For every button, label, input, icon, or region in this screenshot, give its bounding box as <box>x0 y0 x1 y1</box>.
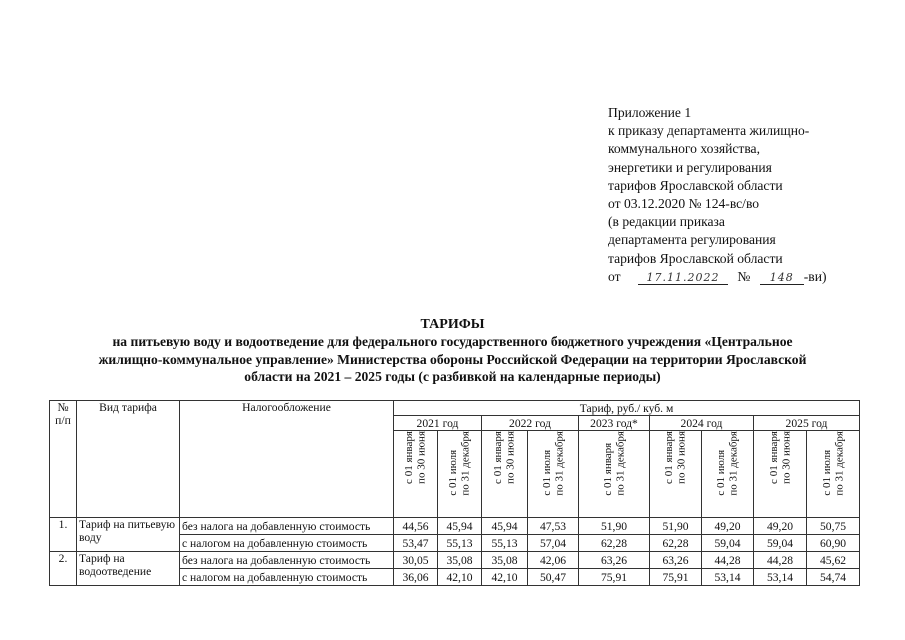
header-period: с 01 января по 30 июня <box>394 431 438 518</box>
tariff-value: 75,91 <box>579 569 650 586</box>
tariff-value: 63,26 <box>650 552 702 569</box>
tariff-value: 30,05 <box>394 552 438 569</box>
header-year: 2024 год <box>650 416 754 431</box>
title-main: ТАРИФЫ <box>420 317 485 332</box>
appendix-line: от 03.12.2020 № 124-вс/во <box>608 196 760 212</box>
table-row <box>50 518 860 535</box>
header-year: 2021 год <box>394 416 482 431</box>
handwritten-date: 17.11.2022 <box>638 271 728 285</box>
appendix-line: Приложение 1 <box>608 105 692 120</box>
header-tariff-type: Вид тарифа <box>77 401 180 518</box>
tariff-value: 50,47 <box>528 569 579 586</box>
handwritten-number: 148 <box>760 271 804 285</box>
tariff-type: Тариф на питьевую воду <box>77 518 180 552</box>
header-tariff-unit: Тариф, руб./ куб. м <box>394 401 860 416</box>
row-number: 1. <box>50 518 77 552</box>
appendix-line: тарифов Ярославской области <box>608 177 783 193</box>
tariff-value: 53,47 <box>394 535 438 552</box>
tariff-value: 42,10 <box>482 569 528 586</box>
appendix-line: тарифов Ярославской области <box>608 250 783 266</box>
table-row <box>50 552 860 569</box>
title-line: на питьевую воду и водоотведение для федерального государственного бюджетного учреждения «Центральное <box>112 334 793 350</box>
appendix-line: энергетики и регулирования <box>608 159 772 175</box>
tariff-value: 51,90 <box>579 518 650 535</box>
tariff-value: 44,28 <box>754 552 807 569</box>
tariff-value: 44,28 <box>702 552 754 569</box>
header-period: с 01 января по 30 июня <box>650 431 702 518</box>
header-period: с 01 июля по 31 декабря <box>807 431 860 518</box>
row-number: 2. <box>50 552 77 586</box>
tariff-value: 49,20 <box>702 518 754 535</box>
tariff-value: 55,13 <box>482 535 528 552</box>
taxation-label: с налогом на добавленную стоимость <box>180 535 394 552</box>
tariff-value: 63,26 <box>579 552 650 569</box>
header-taxation: Налогообложение <box>180 401 394 518</box>
tariff-value: 59,04 <box>754 535 807 552</box>
tariff-value: 62,28 <box>650 535 702 552</box>
appendix-line: коммунального хозяйства, <box>608 141 760 157</box>
title-line: области на 2021 – 2025 годы (с разбивкой на календарные периоды) <box>244 369 661 385</box>
tariff-value: 35,08 <box>438 552 482 569</box>
title-line: жилищно-коммунальное управление» Министерства обороны Российской Федерации на территории Ярославской <box>98 351 807 367</box>
tariff-value: 49,20 <box>754 518 807 535</box>
appendix-line: (в редакции приказа <box>608 214 725 230</box>
header-year: 2022 год <box>482 416 579 431</box>
header-period: с 01 января по 31 декабря <box>579 431 650 518</box>
tariff-type: Тариф на водоотведение <box>77 552 180 586</box>
header-period: с 01 января по 30 июня <box>754 431 807 518</box>
tariff-value: 51,90 <box>650 518 702 535</box>
header-period: с 01 июля по 31 декабря <box>702 431 754 518</box>
tariff-table <box>49 400 860 586</box>
tariff-value: 45,62 <box>807 552 860 569</box>
amendment-signature-line <box>608 268 898 286</box>
tariff-value: 45,94 <box>438 518 482 535</box>
order-suffix: -ви) <box>803 268 827 284</box>
tariff-value: 36,06 <box>394 569 438 586</box>
tariff-value: 50,75 <box>807 518 860 535</box>
tariff-value: 53,14 <box>754 569 807 586</box>
header-year: 2023 год* <box>579 416 650 431</box>
tariff-value: 60,90 <box>807 535 860 552</box>
tariff-value: 44,56 <box>394 518 438 535</box>
tariff-value: 59,04 <box>702 535 754 552</box>
tariff-value: 75,91 <box>650 569 702 586</box>
tariff-value: 55,13 <box>438 535 482 552</box>
taxation-label: без налога на добавленную стоимость <box>180 518 394 535</box>
tariff-value: 53,14 <box>702 569 754 586</box>
from-label: от <box>608 268 621 284</box>
header-period: с 01 июля по 31 декабря <box>528 431 579 518</box>
taxation-label: без налога на добавленную стоимость <box>180 552 394 569</box>
header-num: № п/п <box>50 401 77 518</box>
header-period: с 01 июля по 31 декабря <box>438 431 482 518</box>
tariff-value: 35,08 <box>482 552 528 569</box>
appendix-block <box>608 104 898 286</box>
number-sign: № <box>737 268 751 284</box>
document-title <box>40 316 865 386</box>
taxation-label: с налогом на добавленную стоимость <box>180 569 394 586</box>
tariff-value: 62,28 <box>579 535 650 552</box>
header-year: 2025 год <box>754 416 860 431</box>
tariff-value: 42,06 <box>528 552 579 569</box>
appendix-line: к приказу департамента жилищно- <box>608 123 810 139</box>
appendix-line: департамента регулирования <box>608 232 776 248</box>
tariff-value: 54,74 <box>807 569 860 586</box>
tariff-value: 45,94 <box>482 518 528 535</box>
tariff-value: 42,10 <box>438 569 482 586</box>
tariff-value: 47,53 <box>528 518 579 535</box>
header-period: с 01 января по 30 июня <box>482 431 528 518</box>
tariff-value: 57,04 <box>528 535 579 552</box>
